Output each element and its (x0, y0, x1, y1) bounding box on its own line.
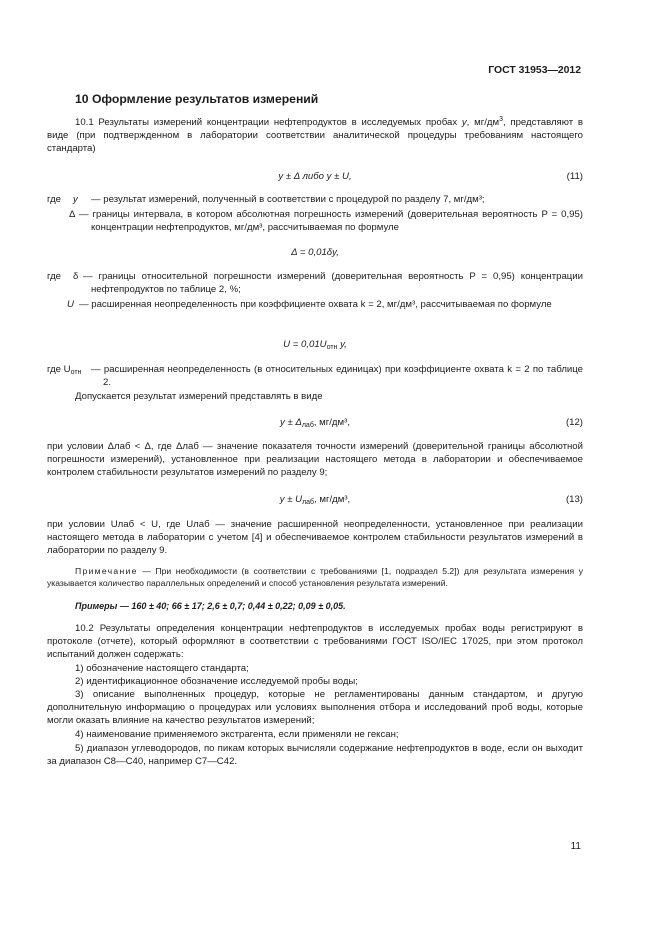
formula-11-number: (11) (566, 171, 583, 182)
formula-12: $y \pm \Delta_{лаб}$, мг/дм³, (280, 417, 350, 429)
paragraph-10-1: 10.1 Результаты измерений концентрации нефтепродуктов в исследуемых пробах y, $мг/дм^3$, представляют в виде (при подтвержденном в лаборатории соответствии аналитической процедуры требованиям настоящего стандарта) (47, 116, 583, 155)
section-title: 10 Оформление результатов измерений (75, 92, 319, 106)
definition-delta: Δ — границы интервала, в котором абсолютная погрешность измерений (доверительная вероятность P = 0,95) концентрации нефтепродуктов, мг/дм³, рассчитываемая по формуле (69, 209, 583, 234)
list-item: 5) диапазон углеводородов, по пикам которых вычисляли содержание нефтепродуктов в воде, если он выходит за диапазон C8—C40, например C7—C42. (47, 743, 583, 768)
page-number: 11 (570, 841, 581, 852)
formula-13: $y \pm U_{лаб}$, мг/дм³, (279, 494, 351, 506)
examples: Примеры — 160 ± 40; 66 ± 17; 2,6 ± 0,7; 0,44 ± 0,22; 0,09 ± 0,05. (75, 601, 346, 611)
definition-u: U — расширенная неопределенность при коэффициенте охвата k = 2, мг/дм³, рассчитываемая по формуле (67, 299, 552, 310)
formula-delta: Δ = 0,01δy, (291, 247, 339, 258)
formula-12-number: (12) (565, 417, 583, 428)
condition-12: при условии Δлаб < Δ, где Δлаб — значение показателя точности измерений (доверительной границы абсолютной погрешности измерений), установленное при реализации настоящего метода в лаборатории и обеспечиваемое контролем стабильности результатов измерений по разделу 9; (47, 441, 583, 479)
document-header: ГОСТ 31953—2012 (488, 65, 581, 76)
formula-11: y ± Δ либо y ± U, (278, 171, 352, 182)
list-item: 1) обозначение настоящего стандарта; (75, 663, 249, 674)
formula-u: $U = 0,01U_{отн}$ y, (283, 339, 347, 351)
paragraph-10-2: 10.2 Результаты определения концентрации нефтепродуктов в исследуемых пробах воды регистрируют в протоколе (отчете), который оформляют в соответствии с требованиями ГОСТ ISO/IEC 17025, при этом протокол испытаний должен содержать: (47, 623, 583, 661)
allowed-text: Допускается результат измерений представлять в виде (75, 391, 323, 402)
list-item: 4) наименование применяемого экстрагента, если применяли не гексан; (75, 729, 399, 740)
definition-u-rel: где $U_{отн}$ — расширенная неопределенность (в относительных единицах) при коэффициенте охвата k = 2 по таблице 2. (47, 364, 583, 389)
condition-13: при условии Uлаб < U, где Uлаб — значение расширенной неопределенности, установленное при реализации настоящего метода в лаборатории с учетом [4] и обеспечиваемое контролем стабильности результатов измерений в лаборатории по разделу 9. (47, 519, 583, 557)
note: Примечание — При необходимости (в соответствии с требованиями [1, подраздел 5.2]) для результата измерения y указывается количество параллельных определений и способ установления результата измерений. (47, 566, 583, 588)
formula-13-number: (13) (565, 494, 583, 505)
definition-y: где y — результат измерений, полученный в соответствии с процедурой по разделу 7, мг/дм³; (47, 194, 485, 205)
list-item: 3) описание выполненных процедур, которые не регламентированы данным стандартом, и другую дополнительную информацию о процедурах или условиях выполнения отбора и исследований проб воды, которые могли оказать влияние на качество результатов измерений; (47, 689, 583, 727)
list-item: 2) идентификационное обозначение исследуемой пробы воды; (75, 676, 358, 687)
definition-delta-small: где δ — границы относительной погрешности измерений (доверительная вероятность P = 0,95) концентрации нефтепродуктов по таблице 2, %; (47, 271, 583, 296)
